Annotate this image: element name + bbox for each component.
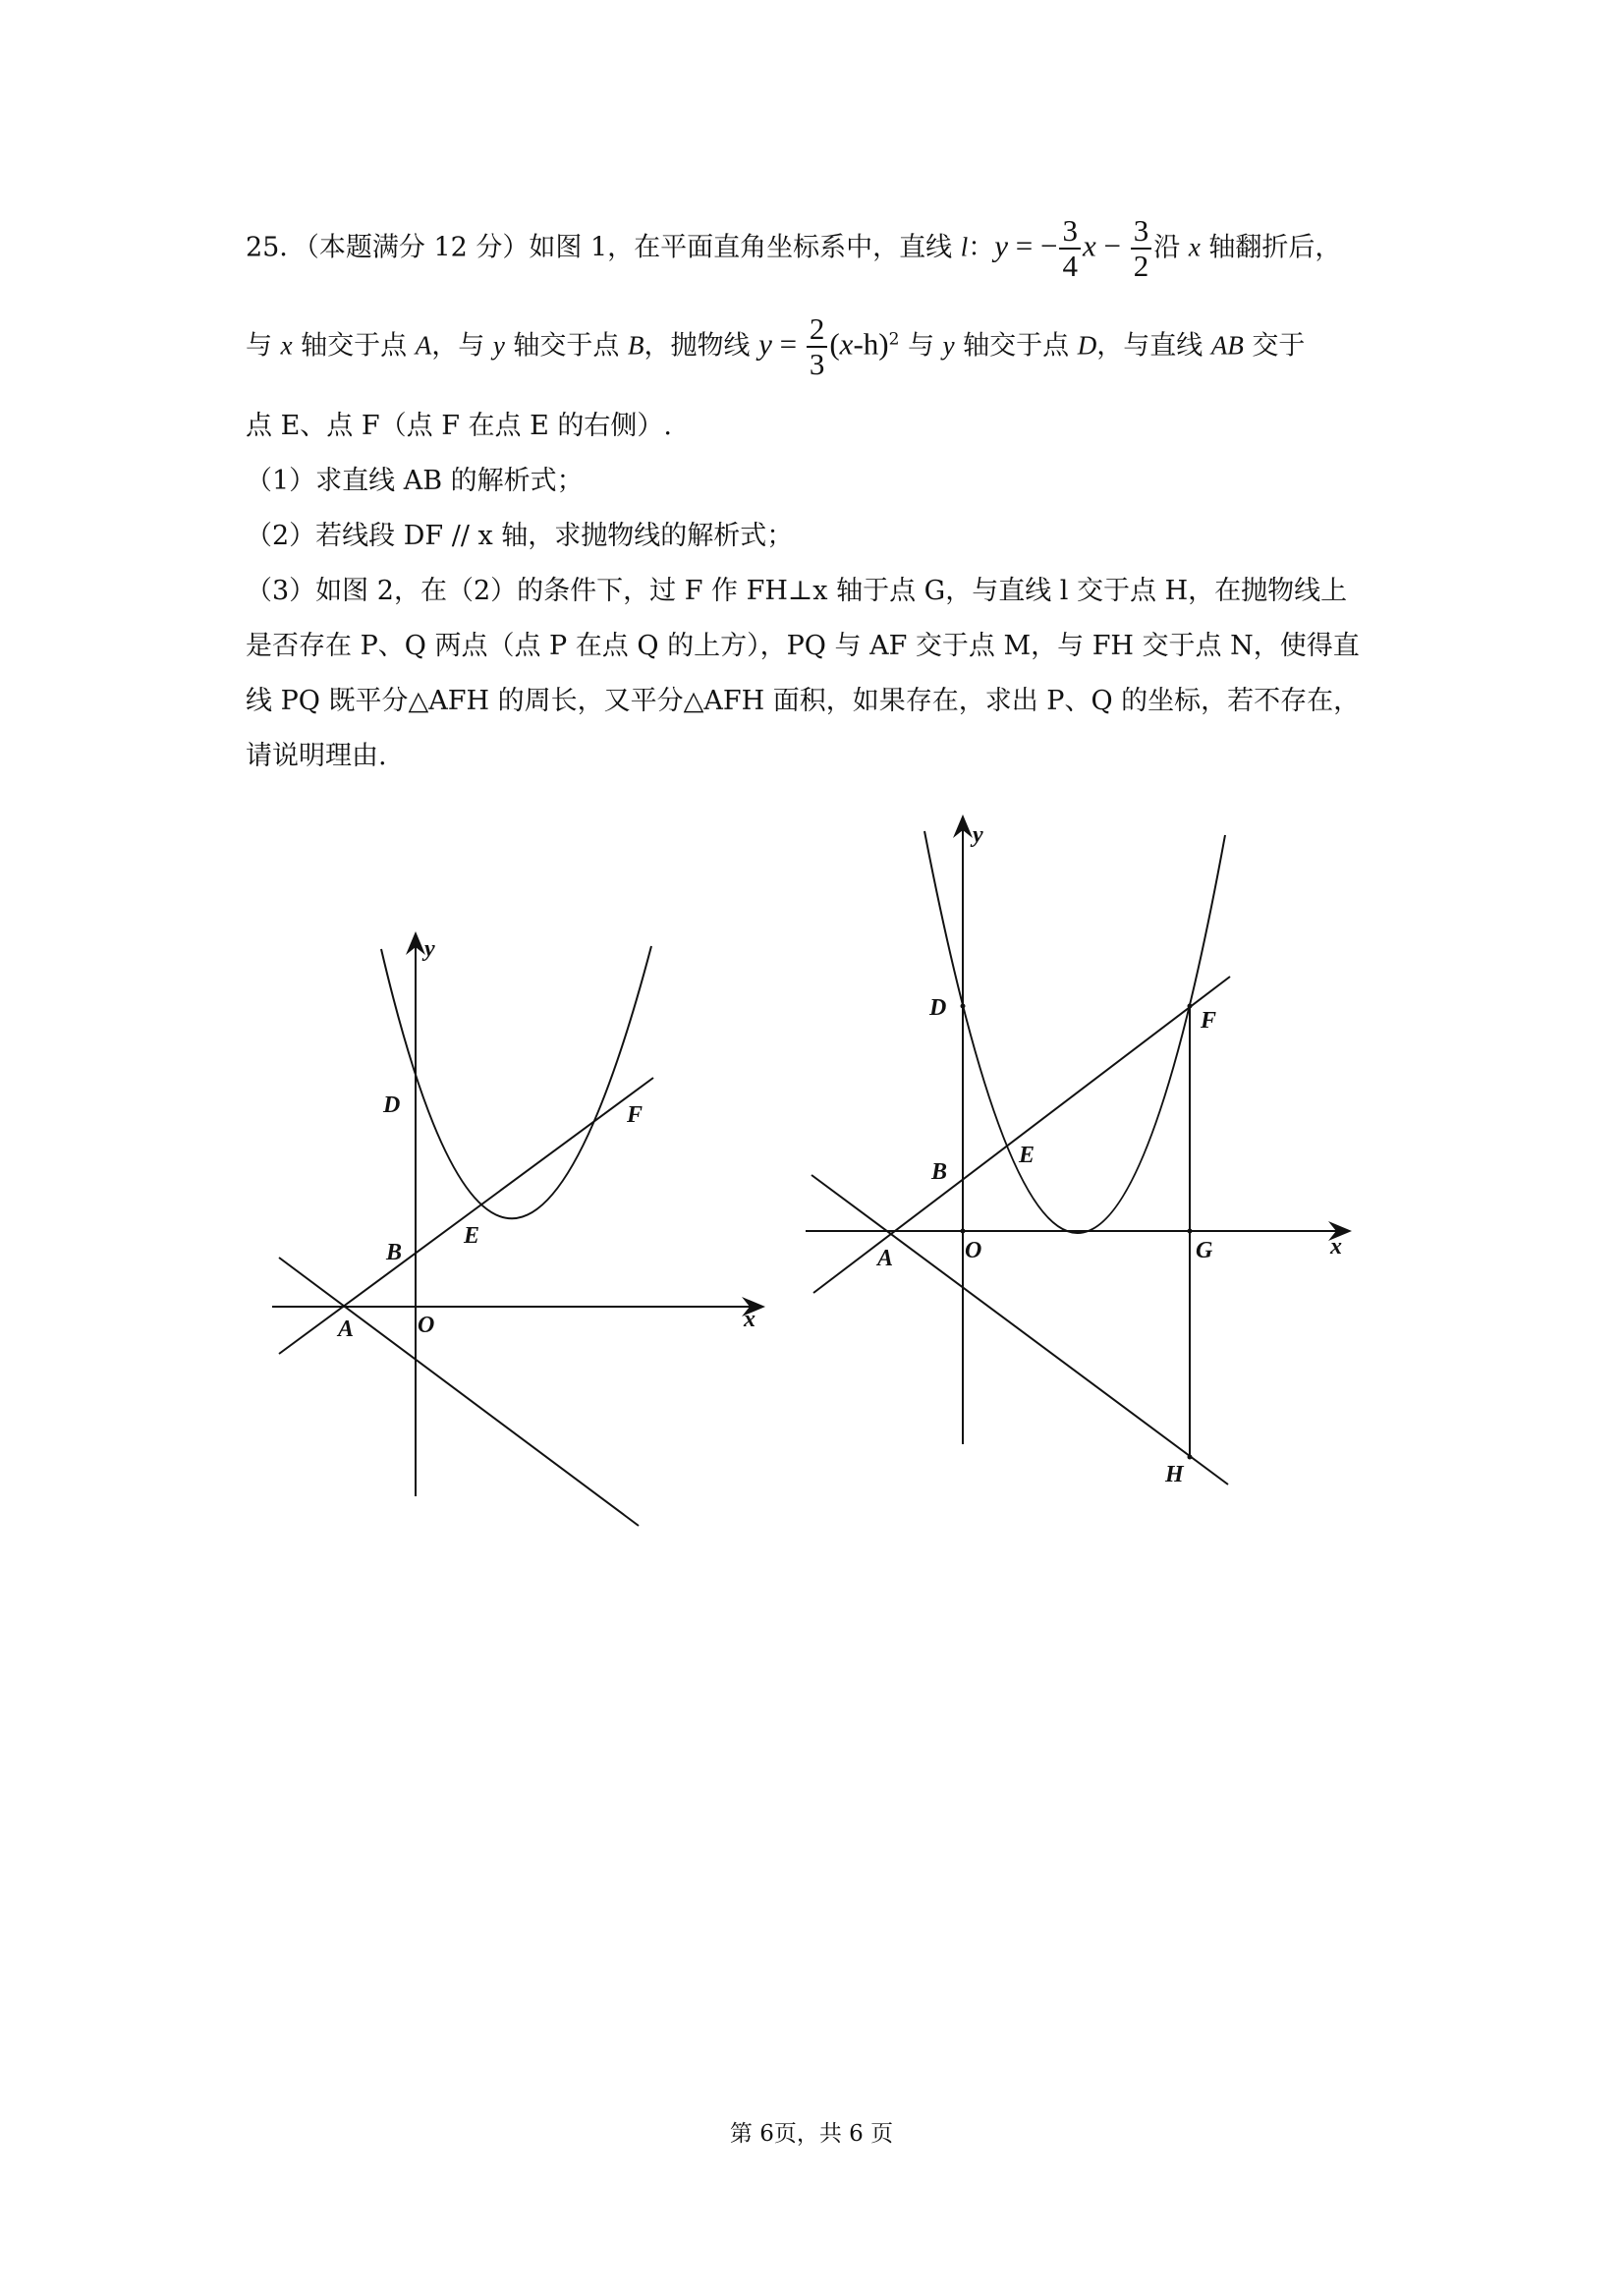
fig1-label-B: B xyxy=(386,1240,403,1265)
fig2-label-B: B xyxy=(931,1159,948,1185)
math-op: = − xyxy=(1008,228,1058,263)
fraction-denominator: 2 xyxy=(1133,249,1149,283)
text-run: 轴交于点 xyxy=(954,330,1078,362)
text-run: 轴交于点 xyxy=(292,330,416,362)
exponent: 2 xyxy=(888,329,900,350)
fraction-numerator: 3 xyxy=(1131,214,1152,250)
fig2-point-d xyxy=(961,1004,966,1009)
question-2: （2）若线段 DF // x 轴，求抛物线的解析式； xyxy=(246,521,794,551)
question-3-line-3: 线 PQ 既平分△AFH 的周长，又平分△AFH 面积，如果存在，求出 P、Q 的坐标，若不存在， xyxy=(246,686,1361,716)
text-run: 交于 xyxy=(1243,330,1306,362)
text-run: ，与直线 xyxy=(1096,330,1211,362)
text-run: ： xyxy=(968,232,995,263)
fig1-label-E: E xyxy=(464,1223,480,1249)
fig2-point-o xyxy=(961,1229,966,1234)
point-label: A xyxy=(415,330,432,361)
math-var: y xyxy=(994,228,1009,263)
fig2-label-D: D xyxy=(929,995,947,1021)
math-var: x xyxy=(1082,228,1096,263)
fig1-label-y: y xyxy=(424,936,435,962)
fig2-label-x: x xyxy=(1330,1234,1342,1260)
fig2-point-g xyxy=(1188,1229,1193,1234)
fig2-label-H: H xyxy=(1165,1462,1184,1487)
math-var: y xyxy=(758,326,772,362)
fig1-label-F: F xyxy=(627,1102,644,1128)
fraction-denominator: 4 xyxy=(1062,249,1078,283)
line-l-symbol: l xyxy=(960,232,969,262)
problem-line-3: 点 E、点 F（点 F 在点 E 的右侧）. xyxy=(246,411,672,441)
page-footer: 第 6页，共 6 页 xyxy=(729,2121,894,2147)
fraction-numerator: 3 xyxy=(1059,214,1081,250)
fig1-label-x: x xyxy=(744,1307,756,1332)
math-op: -h) xyxy=(853,326,889,362)
fraction-denominator: 3 xyxy=(809,347,825,381)
fig2-point-f xyxy=(1188,1004,1193,1009)
text-run: 25．（本题满分 12 分）如图 1，在平面直角坐标系中，直线 xyxy=(246,232,961,263)
fig2-point-h xyxy=(1188,1455,1193,1460)
text-run: ，与 xyxy=(431,330,493,362)
math-var: y xyxy=(942,330,955,361)
question-3-line-1: （3）如图 2，在（2）的条件下，过 F 作 FH⊥x 轴于点 G，与直线 l 交于点 H，在抛物线上 xyxy=(246,576,1348,606)
text-run: 与 xyxy=(899,330,943,362)
fig2-label-O: O xyxy=(965,1238,982,1263)
point-label: B xyxy=(628,330,644,361)
text-run: 沿 xyxy=(1153,232,1189,263)
question-1: （1）求直线 AB 的解析式； xyxy=(246,466,584,496)
fraction-numerator: 2 xyxy=(807,312,828,348)
text-run: ，抛物线 xyxy=(644,330,759,362)
math-var: y xyxy=(492,330,505,361)
math-op: ( xyxy=(829,326,840,362)
fig1-label-D: D xyxy=(383,1092,401,1118)
fig2-label-E: E xyxy=(1019,1143,1035,1168)
fig2-label-G: G xyxy=(1196,1238,1213,1263)
question-3-line-4: 请说明理由. xyxy=(246,741,387,771)
fig1-label-A: A xyxy=(338,1316,355,1342)
line-label: AB xyxy=(1210,330,1244,361)
text-run: 与 xyxy=(246,330,281,362)
text-run: 轴交于点 xyxy=(504,330,628,362)
math-var: x xyxy=(839,326,854,362)
fig2-label-F: F xyxy=(1201,1008,1217,1034)
math-var: x xyxy=(280,330,293,361)
fig2-line-ab xyxy=(813,977,1230,1293)
fig2-label-y: y xyxy=(973,822,983,848)
fig2-parabola xyxy=(924,831,1225,1233)
math-op: = xyxy=(771,326,805,362)
point-label: D xyxy=(1077,330,1097,361)
math-op: − xyxy=(1095,228,1129,263)
math-var: x xyxy=(1188,232,1201,262)
fig2-label-A: A xyxy=(877,1246,894,1271)
question-3-line-2: 是否存在 P、Q 两点（点 P 在点 Q 的上方），PQ 与 AF 交于点 M，与 FH 交于点 N，使得直 xyxy=(246,631,1360,661)
fig1-label-O: O xyxy=(418,1313,435,1338)
fig2-line-l xyxy=(812,1175,1228,1484)
text-run: 轴翻折后， xyxy=(1200,232,1342,263)
